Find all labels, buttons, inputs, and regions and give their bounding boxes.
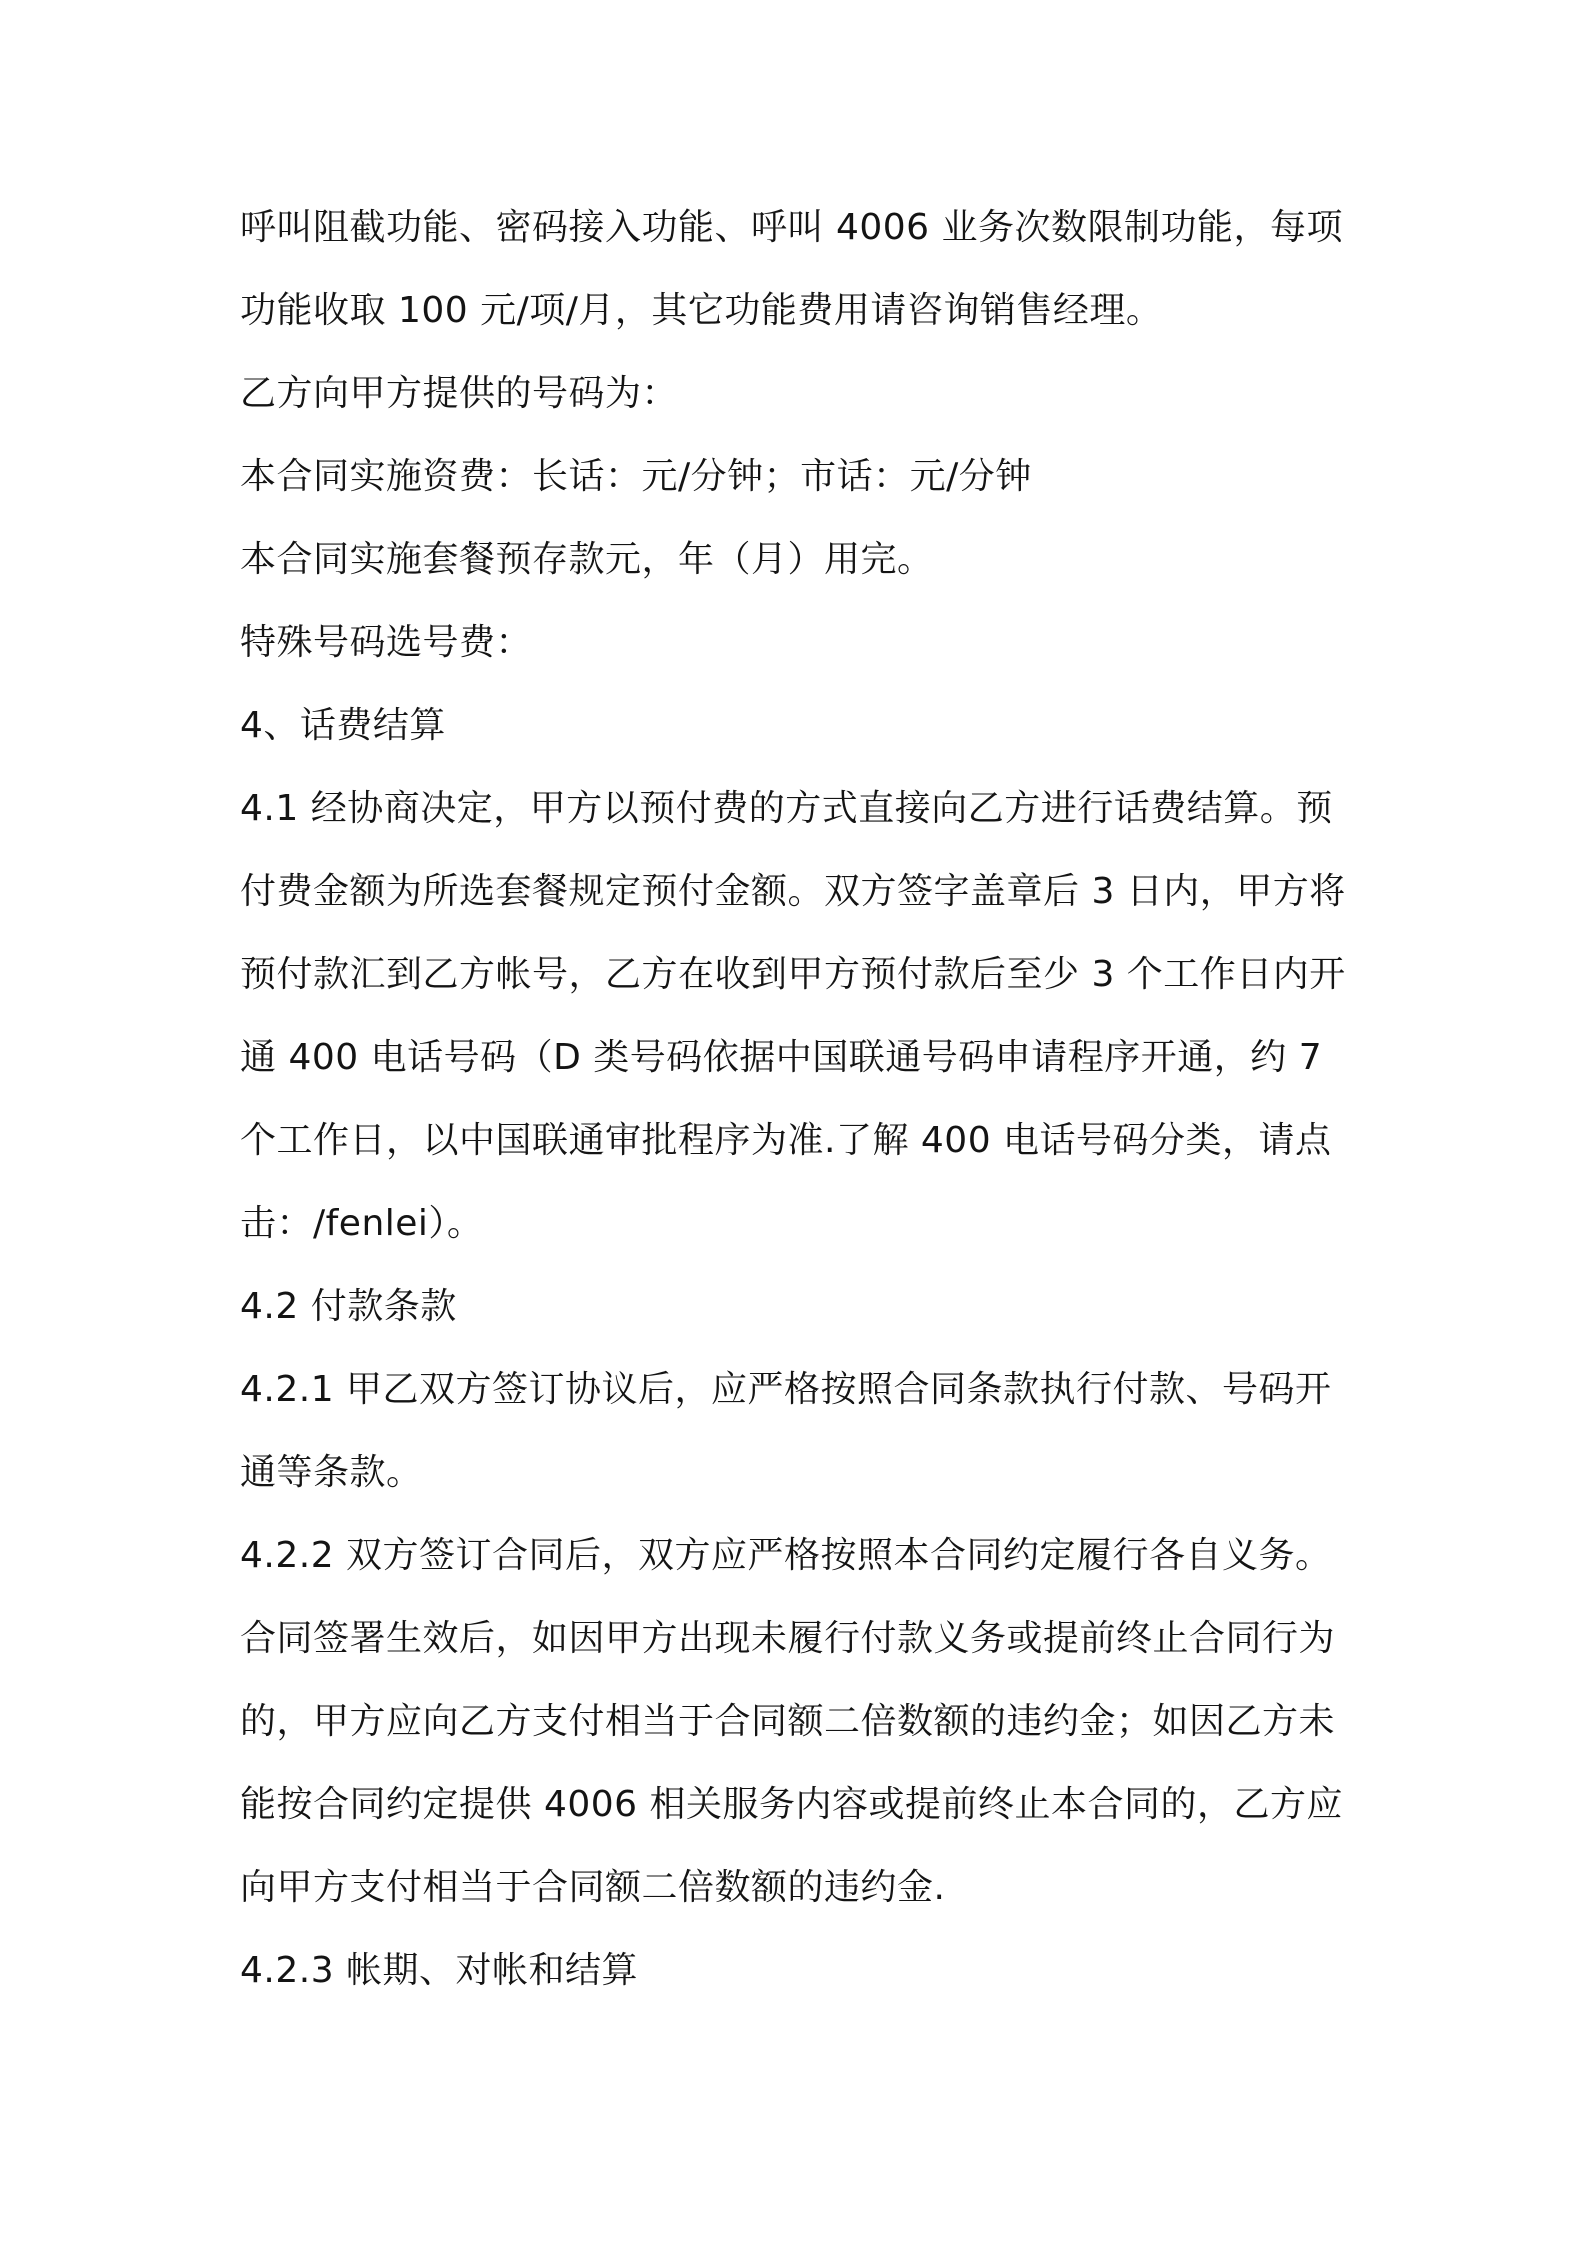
section-heading: 4、话费结算 — [240, 705, 446, 746]
paragraph-line: 本合同实施资费：长话：元/分钟；市话：元/分钟 — [240, 456, 1032, 497]
paragraph-line: 的，甲方应向乙方支付相当于合同额二倍数额的违约金；如因乙方未 — [240, 1701, 1336, 1742]
paragraph-line: 付费金额为所选套餐规定预付金额。双方签字盖章后 3 日内，甲方将 — [240, 871, 1346, 912]
paragraph-line: 4.1 经协商决定，甲方以预付费的方式直接向乙方进行话费结算。预 — [240, 788, 1333, 829]
paragraph-line: 功能收取 100 元/项/月，其它功能费用请咨询销售经理。 — [240, 290, 1163, 331]
paragraph-line: 能按合同约定提供 4006 相关服务内容或提前终止本合同的，乙方应 — [240, 1784, 1344, 1825]
paragraph-line: 个工作日，以中国联通审批程序为准.了解 400 电话号码分类，请点 — [240, 1120, 1332, 1161]
paragraph-line: 4.2.1 甲乙双方签订协议后，应严格按照合同条款执行付款、号码开 — [240, 1369, 1332, 1410]
paragraph-line: 本合同实施套餐预存款元，年（月）用完。 — [240, 539, 934, 580]
paragraph-line: 呼叫阻截功能、密码接入功能、呼叫 4006 业务次数限制功能，每项 — [240, 207, 1344, 248]
paragraph-line: 预付款汇到乙方帐号，乙方在收到甲方预付款后至少 3 个工作日内开 — [240, 954, 1346, 995]
paragraph-line: 特殊号码选号费： — [240, 622, 533, 663]
section-heading: 4.2 付款条款 — [240, 1286, 457, 1327]
section-heading: 4.2.3 帐期、对帐和结算 — [240, 1950, 639, 1991]
paragraph-line: 通等条款。 — [240, 1452, 423, 1493]
paragraph-line: 4.2.2 双方签订合同后，双方应严格按照本合同约定履行各自义务。 — [240, 1535, 1332, 1576]
paragraph-line: 通 400 电话号码（D 类号码依据中国联通号码申请程序开通，约 7 — [240, 1037, 1323, 1078]
paragraph-line: 合同签署生效后，如因甲方出现未履行付款义务或提前终止合同行为 — [240, 1618, 1336, 1659]
paragraph-line: 击：/fenlei）。 — [240, 1203, 484, 1244]
paragraph-line: 向甲方支付相当于合同额二倍数额的违约金. — [240, 1867, 946, 1908]
paragraph-line: 乙方向甲方提供的号码为： — [240, 373, 679, 414]
